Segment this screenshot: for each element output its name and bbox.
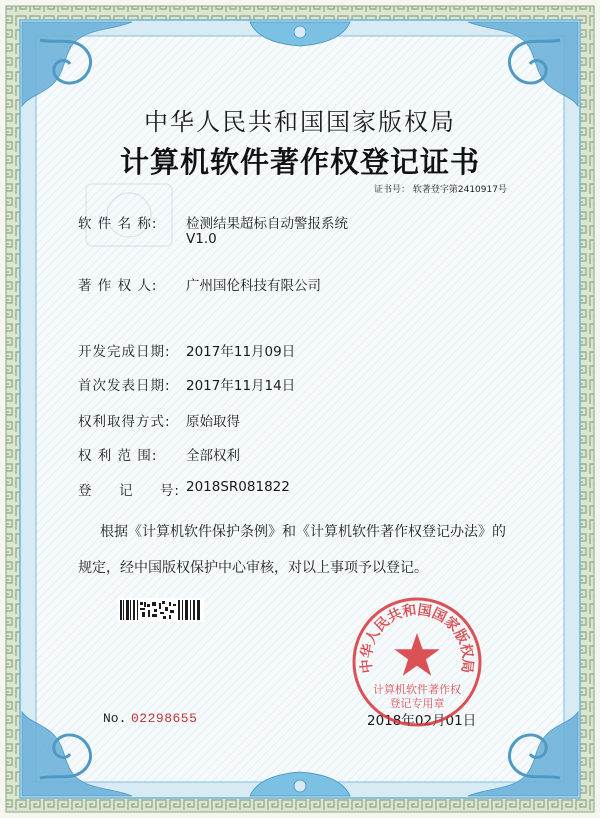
field-value-completion-date: 2017年11月09日 — [186, 344, 296, 360]
field-value-copyright-owner: 广州国伦科技有限公司 — [186, 278, 321, 294]
field-value-acquisition: 原始取得 — [186, 414, 240, 430]
field-label-scope: 权 利 范 围: — [78, 448, 158, 464]
field-label-copyright-owner: 著 作 权 人: — [78, 278, 158, 294]
seal-line2: 登记专用章 — [389, 697, 445, 710]
body-paragraph-line1: 根据《计算机软件保护条例》和《计算机软件著作权登记办法》的 — [100, 524, 506, 540]
certificate-number: 证书号： 软著登字第2410917号 — [374, 185, 507, 195]
issuer-name: 中华人民共和国国家版权局 — [144, 108, 456, 136]
certificate-title: 计算机软件著作权登记证书 — [119, 145, 480, 179]
field-label-registration-number: 登 记 号: — [78, 483, 180, 499]
star-icon — [394, 633, 440, 676]
seal-line1: 计算机软件著作权 — [373, 683, 461, 696]
field-label-publish-date: 首次发表日期: — [78, 378, 171, 394]
field-value-publish-date: 2017年11月14日 — [186, 378, 296, 394]
seal-arc-text: 中华人民共和国国家版权局 — [358, 602, 476, 674]
field-label-acquisition: 权利取得方式: — [78, 414, 171, 430]
serial-number: 02298655 — [131, 711, 198, 726]
official-seal — [350, 595, 484, 729]
field-value-registration-number: 2018SR081822 — [186, 479, 290, 495]
field-label-software-name: 软 件 名 称: — [78, 216, 158, 232]
issue-date: 2018年02月01日 — [367, 713, 477, 729]
body-paragraph-line2: 规定，经中国版权保护中心审核，对以上事项予以登记。 — [78, 560, 428, 576]
barcode — [118, 598, 204, 622]
field-value-software-version: V1.0 — [186, 231, 217, 247]
field-value-scope: 全部权利 — [186, 448, 240, 464]
field-label-completion-date: 开发完成日期: — [78, 344, 171, 360]
serial-label: No. — [103, 711, 127, 726]
field-value-software-name: 检测结果超标自动警报系统 — [186, 216, 348, 232]
